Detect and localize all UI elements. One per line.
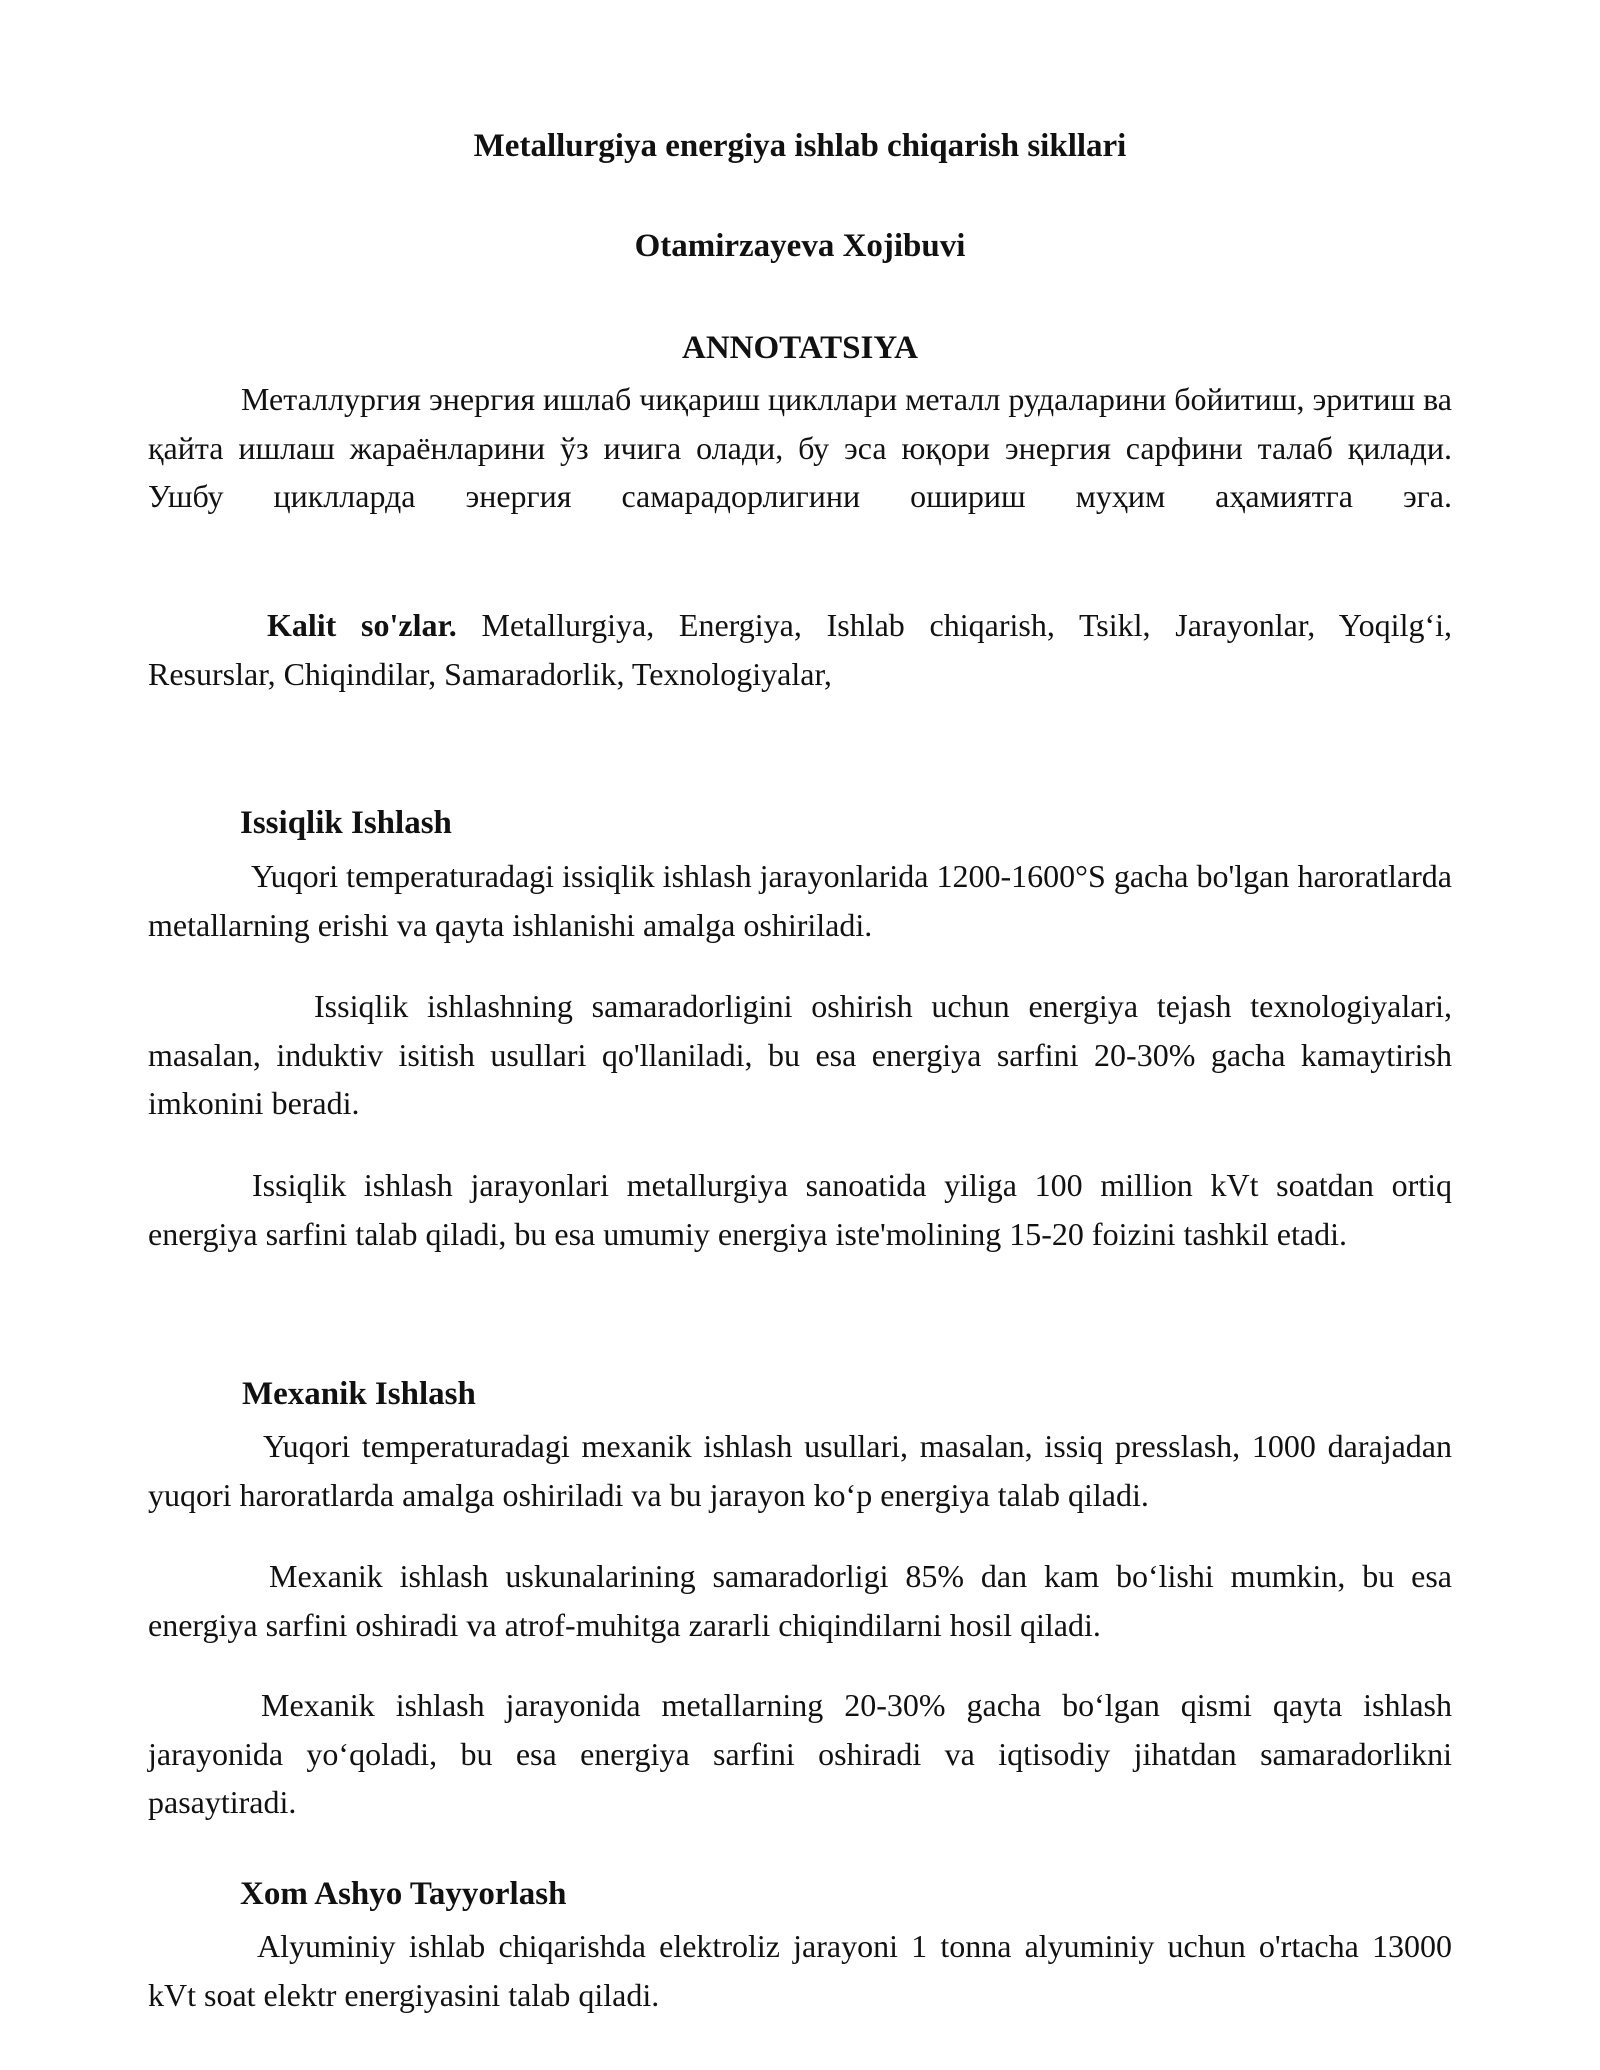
- annotation-heading: ANNOTATSIYA: [682, 330, 918, 366]
- paragraph: Mexanik ishlash jarayonida metallarning 20-30% gacha bo‘lgan qismi qayta ishlash jarayonida yo‘qoladi, bu esa energiya sarfini oshiradi va iqtisodiy jihatdan samaradorlikni pasaytiradi.: [148, 1687, 1452, 1820]
- document-title: Metallurgiya energiya ishlab chiqarish sikllari: [473, 128, 1127, 164]
- annotation-paragraph: Металлургия энергия ишлаб чиқариш цикллари металл рудаларини бойитиш, эритиш ва қайта ишлаш жараёнларини ўз ичига олади, бу эса юқори энергия сарфини талаб қилади. Ушбу циклларда энергия самарадорлигини ошириш муҳим аҳамиятга эга.: [148, 381, 1452, 514]
- paragraph: Issiqlik ishlashning samaradorligini oshirish uchun energiya tejash texnologiyalari, masalan, induktiv isitish usullari qo'llaniladi, bu esa energiya sarfini 20-30% gacha kamaytirish imkonini beradi.: [148, 988, 1452, 1121]
- paragraph: Issiqlik ishlash jarayonlari metallurgiya sanoatida yiliga 100 million kVt soatdan ortiq energiya sarfini talab qiladi, bu esa umumiy energiya iste'molining 15-20 foizini tashkil etadi.: [148, 1167, 1452, 1252]
- paragraph: Yuqori temperaturadagi issiqlik ishlash jarayonlarida 1200-1600°S gacha bo'lgan haroratlarda metallarning erishi va qayta ishlanishi amalga oshiriladi.: [148, 858, 1452, 943]
- keywords-label: Kalit so'zlar.: [267, 607, 457, 643]
- paragraph: Mexanik ishlash uskunalarining samaradorligi 85% dan kam bo‘lishi mumkin, bu esa energiya sarfini oshiradi va atrof-muhitga zararli chiqindilarni hosil qiladi.: [148, 1558, 1452, 1643]
- section-heading-xom-ashyo: Xom Ashyo Tayyorlash: [240, 1876, 567, 1912]
- author-name: Otamirzayeva Xojibuvi: [634, 228, 966, 264]
- paragraph: Yuqori temperaturadagi mexanik ishlash usullari, masalan, issiq presslash, 1000 darajadan yuqori haroratlarda amalga oshiriladi va bu jarayon ko‘p energiya talab qiladi.: [148, 1428, 1452, 1513]
- keywords-paragraph: [148, 601, 1452, 698]
- paragraph: Alyuminiy ishlab chiqarishda elektroliz jarayoni 1 tonna alyuminiy uchun o'rtacha 13000 kVt soat elektr energiyasini talab qiladi.: [148, 1928, 1452, 2013]
- keywords-list: Metallurgiya, Energiya, Ishlab chiqarish, Tsikl, Jarayonlar, Yoqilg‘i, Resurslar, Chiqindilar, Samaradorlik, Texnologiyalar,: [148, 607, 1453, 692]
- section-heading-mexanik: Mexanik Ishlash: [242, 1376, 476, 1412]
- section-heading-issiqlik: Issiqlik Ishlash: [240, 805, 452, 841]
